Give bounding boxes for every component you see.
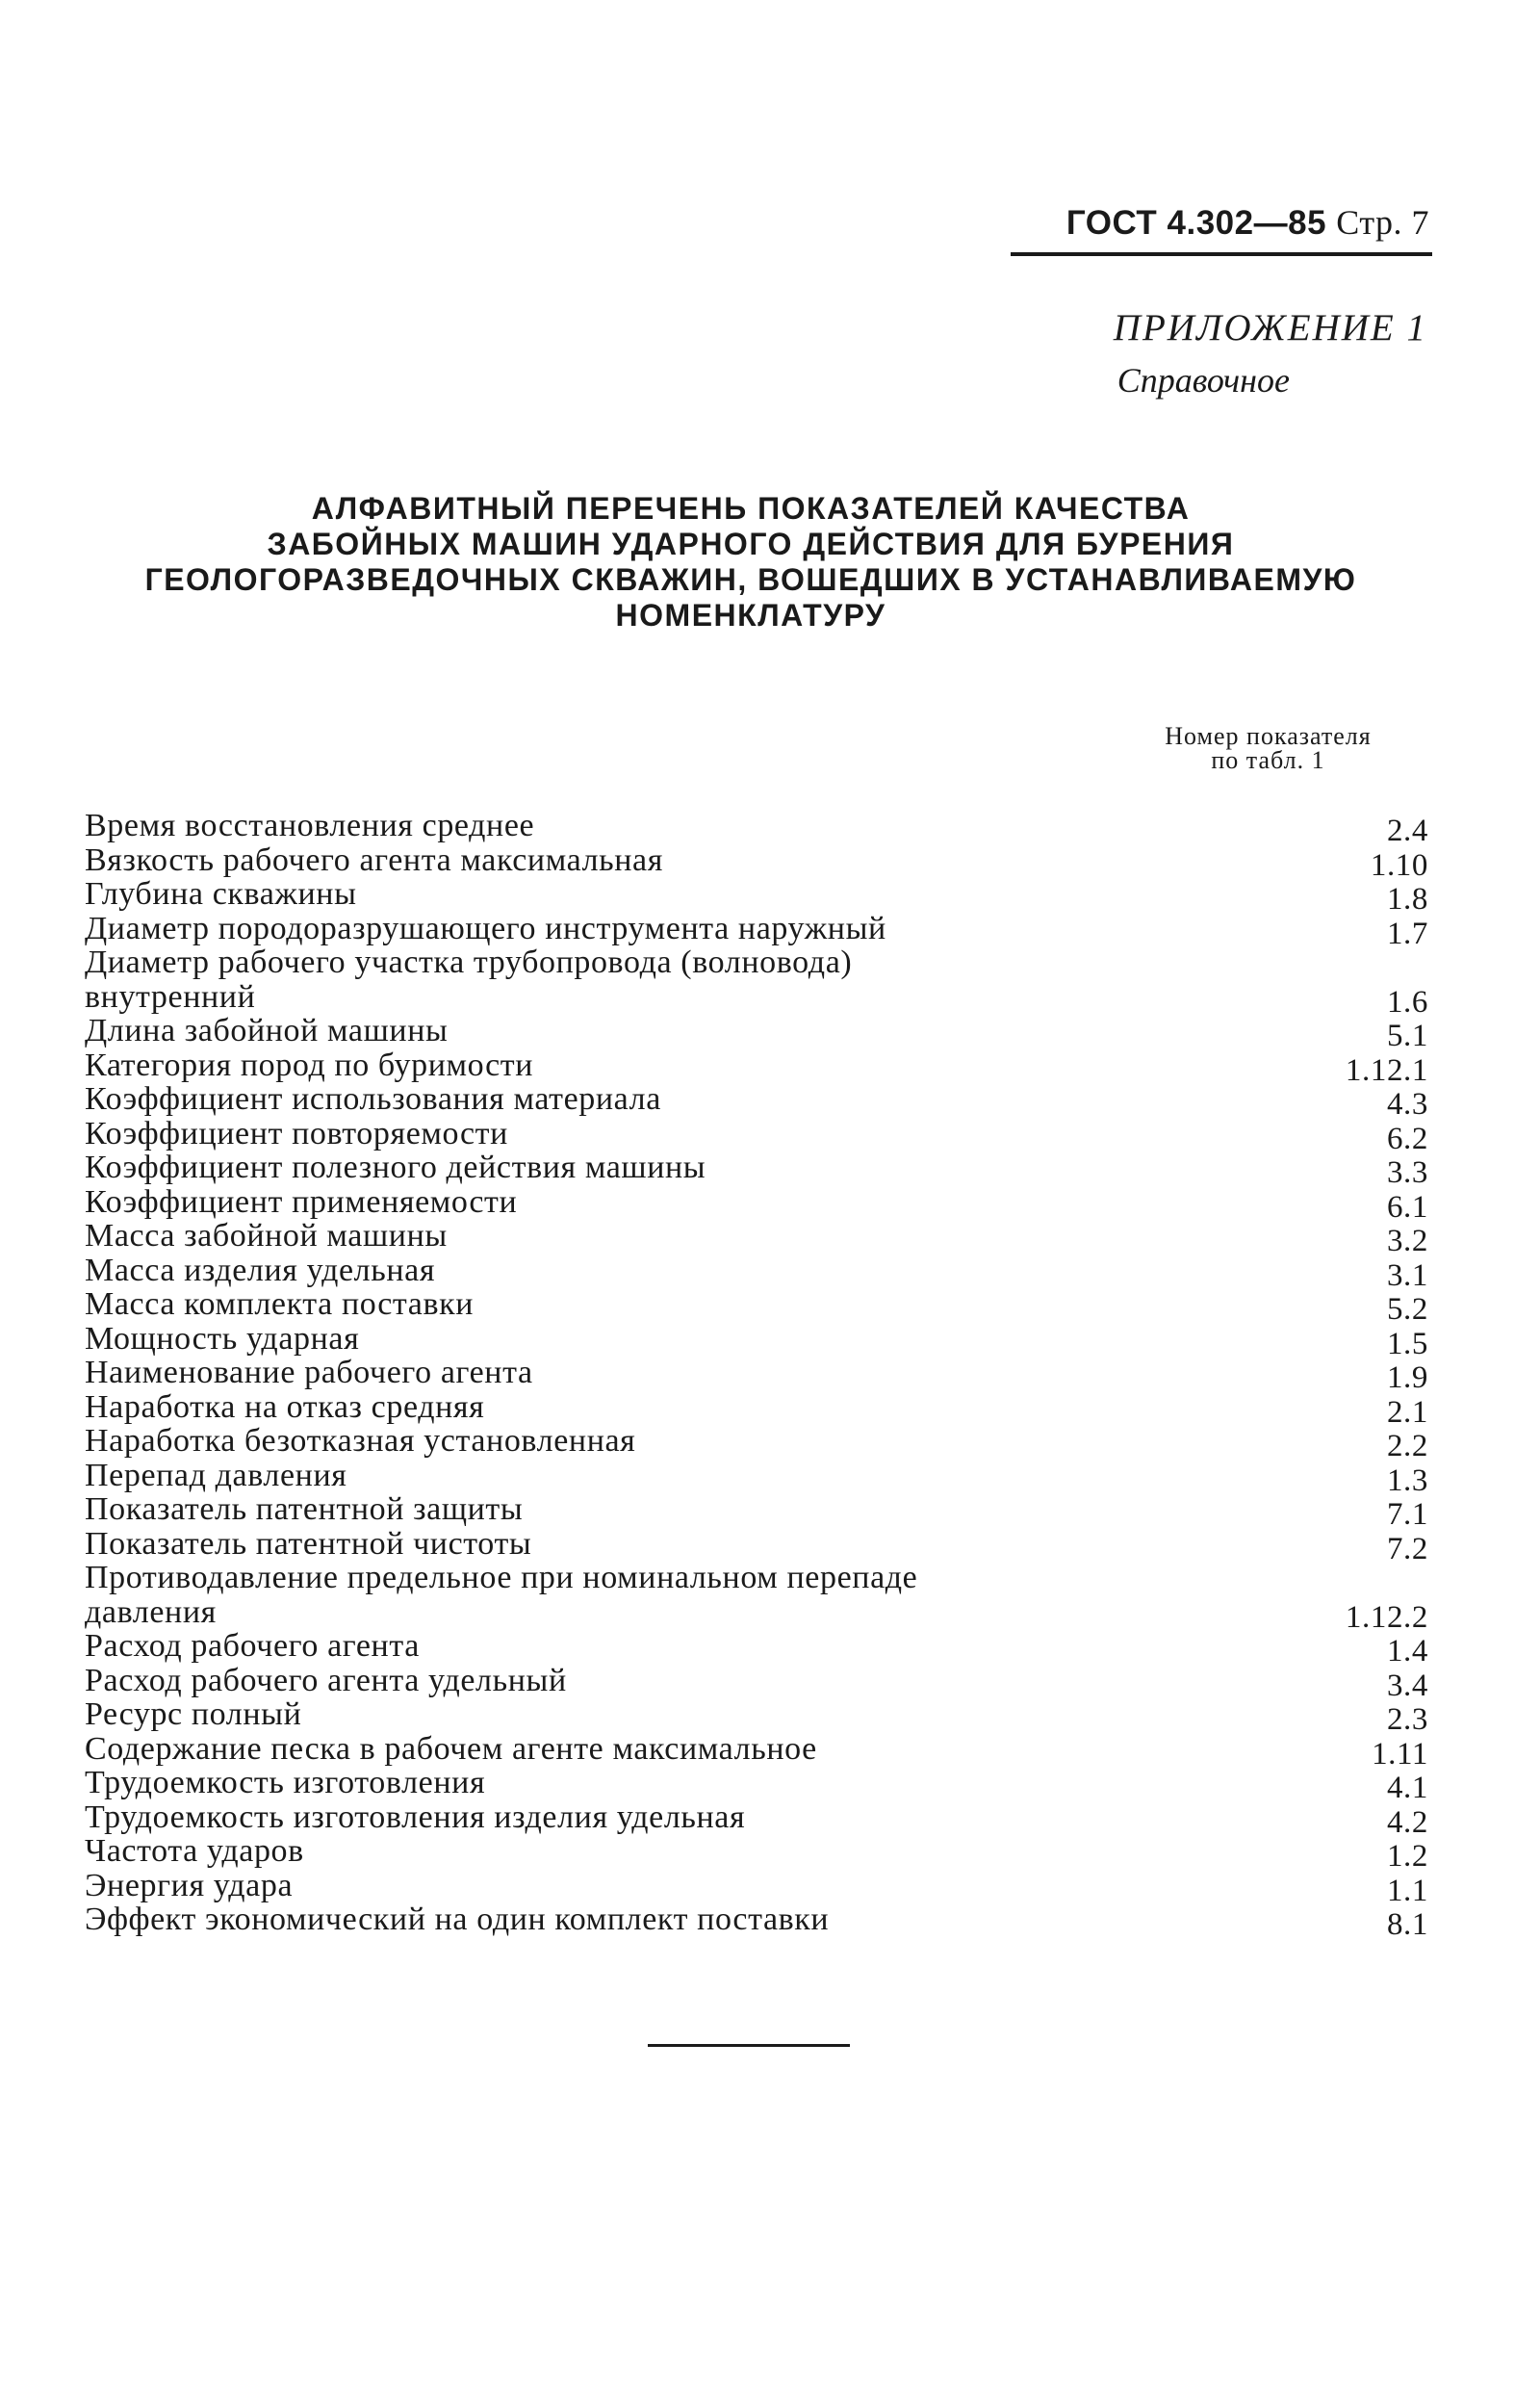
- index-entry: [85, 1867, 1428, 1908]
- indicator-name: Расход рабочего агента: [85, 1628, 420, 1664]
- column-header-line: Номер показателя: [1165, 722, 1372, 750]
- index-entry: [85, 1081, 1428, 1122]
- index-entry: [85, 1320, 1428, 1361]
- indicator-number: 4.2: [1386, 1804, 1428, 1840]
- indicator-name: Трудоемкость изготовления: [85, 1765, 486, 1800]
- indicator-name: Расход рабочего агента удельный: [85, 1662, 567, 1698]
- end-rule: [648, 2044, 850, 2047]
- indicator-name: Масса забойной машины: [85, 1218, 448, 1254]
- indicator-name: Коэффициент повторяемости: [85, 1115, 508, 1151]
- indicator-name: Показатель патентной чистоты: [85, 1525, 532, 1562]
- indicator-number: 2.4: [1386, 814, 1428, 848]
- standard-code: ГОСТ 4.302—85: [1065, 204, 1327, 242]
- indicator-name: Показатель патентной защиты: [85, 1491, 524, 1527]
- index-entry: [85, 841, 1428, 883]
- indicator-number: 6.2: [1386, 1121, 1428, 1156]
- document-title: [106, 491, 1396, 634]
- indicator-number: 1.4: [1386, 1634, 1428, 1669]
- page-number: Стр. 7: [1336, 203, 1429, 242]
- index-entry: [85, 1218, 1428, 1258]
- column-header-line: по табл. 1: [1211, 746, 1325, 774]
- indicator-name: Трудоемкость изготовления изделия удельная: [85, 1798, 746, 1835]
- indicator-name: Масса изделия удельная: [85, 1252, 436, 1288]
- number-column-header: [1107, 724, 1429, 772]
- indicator-number: 5.1: [1386, 1019, 1428, 1053]
- appendix-note: Справочное: [1116, 361, 1290, 400]
- index-entry: [85, 1560, 1428, 1635]
- indicator-name: Энергия удара: [85, 1867, 294, 1903]
- indicator-number: 2.3: [1386, 1702, 1428, 1737]
- indicator-number: 6.1: [1386, 1189, 1428, 1225]
- index-entry: [85, 1183, 1428, 1225]
- indicator-number: 3.3: [1386, 1155, 1428, 1190]
- indicator-number: 1.7: [1386, 916, 1428, 951]
- indicator-number: 8.1: [1386, 1907, 1428, 1942]
- index-entry: [85, 1388, 1428, 1430]
- indicator-name: Наработка на отказ средняя: [85, 1388, 485, 1425]
- indicator-name: Масса комплекта поставки: [85, 1286, 475, 1322]
- index-entry: [85, 1252, 1428, 1293]
- index-entry: [85, 1798, 1428, 1840]
- indicator-number: 1.2: [1386, 1839, 1428, 1874]
- indicator-name: Диаметр рабочего участка трубопровода (волновода) внутренний: [85, 944, 853, 1015]
- index-entry: [85, 1730, 1428, 1772]
- index-entry: [85, 876, 1428, 917]
- title-line: ГЕОЛОГОРАЗВЕДОЧНЫХ СКВАЖИН, ВОШЕДШИХ В УСТАНАВЛИВАЕМУЮ: [144, 562, 1357, 597]
- indicator-number: 1.1: [1386, 1873, 1428, 1908]
- title-line: НОМЕНКЛАТУРУ: [615, 598, 886, 633]
- indicator-name: Мощность ударная: [85, 1320, 360, 1357]
- indicator-number: 1.12.2: [1345, 1599, 1428, 1635]
- indicator-name: Коэффициент полезного действия машины: [85, 1150, 706, 1185]
- indicator-name: Время восстановления среднее: [85, 808, 535, 843]
- indicator-number: 1.12.1: [1345, 1052, 1428, 1088]
- indicator-name: Коэффициент применяемости: [85, 1183, 518, 1220]
- indicator-name: Коэффициент использования материала: [85, 1081, 661, 1117]
- indicator-name: Диаметр породоразрушающего инструмента наружный: [85, 910, 886, 946]
- header-rule: [1011, 252, 1432, 256]
- index-entry: [85, 1833, 1428, 1874]
- index-entry: [85, 808, 1428, 848]
- title-line: АЛФАВИТНЫЙ ПЕРЕЧЕНЬ ПОКАЗАТЕЛЕЙ КАЧЕСТВА: [311, 491, 1191, 526]
- indicator-index-list: [85, 808, 1428, 1942]
- indicator-number: 3.1: [1386, 1257, 1428, 1293]
- index-entry: [85, 910, 1428, 951]
- index-entry: [85, 1013, 1428, 1053]
- indicator-name: Вязкость рабочего агента максимальная: [85, 841, 663, 878]
- indicator-number: 1.5: [1386, 1326, 1428, 1361]
- index-entry: [85, 1765, 1428, 1805]
- index-entry: [85, 1115, 1428, 1156]
- indicator-number: 7.1: [1386, 1497, 1428, 1532]
- indicator-name: Содержание песка в рабочем агенте максимальное: [85, 1730, 817, 1767]
- indicator-name: Перепад давления: [85, 1457, 347, 1493]
- index-entry: [85, 1355, 1428, 1395]
- indicator-number: 3.4: [1386, 1668, 1428, 1703]
- indicator-number: 1.9: [1386, 1360, 1428, 1395]
- indicator-name: Эффект экономический на один комплект поставки: [85, 1902, 830, 1937]
- index-entry: [85, 1286, 1428, 1327]
- indicator-name: Наработка безотказная установленная: [85, 1423, 636, 1459]
- indicator-number: 2.2: [1386, 1429, 1428, 1463]
- index-entry: [85, 1902, 1428, 1942]
- indicator-number: 7.2: [1386, 1531, 1428, 1566]
- title-line: ЗАБОЙНЫХ МАШИН УДАРНОГО ДЕЙСТВИЯ ДЛЯ БУРЕНИЯ: [267, 527, 1235, 561]
- indicator-number: 4.1: [1386, 1771, 1428, 1805]
- indicator-name: Глубина скважины: [85, 876, 357, 912]
- index-entry: [85, 1628, 1428, 1669]
- indicator-name: Противодавление предельное при номинальном перепаде давления: [85, 1560, 918, 1630]
- indicator-number: 4.3: [1386, 1087, 1428, 1122]
- index-entry: [85, 1696, 1428, 1737]
- indicator-name: Длина забойной машины: [85, 1013, 449, 1048]
- indicator-name: Наименование рабочего агента: [85, 1355, 533, 1390]
- index-entry: [85, 1150, 1428, 1190]
- indicator-number: 3.2: [1386, 1224, 1428, 1258]
- indicator-name: Частота ударов: [85, 1833, 304, 1869]
- index-entry: [85, 1423, 1428, 1463]
- running-header: [1011, 202, 1429, 243]
- indicator-name: Категория пород по буримости: [85, 1047, 534, 1083]
- index-entry: [85, 1491, 1428, 1532]
- index-entry: [85, 1525, 1428, 1566]
- indicator-name: Ресурс полный: [85, 1696, 302, 1732]
- indicator-number: 1.6: [1386, 984, 1428, 1020]
- indicator-number: 1.10: [1370, 847, 1428, 883]
- appendix-label: ПРИЛОЖЕНИЕ 1: [1113, 307, 1427, 349]
- index-entry: [85, 1047, 1428, 1088]
- index-entry: [85, 944, 1428, 1020]
- indicator-number: 2.1: [1386, 1394, 1428, 1430]
- indicator-number: 1.11: [1372, 1736, 1428, 1772]
- index-entry: [85, 1457, 1428, 1498]
- indicator-number: 1.8: [1386, 882, 1428, 917]
- index-entry: [85, 1662, 1428, 1703]
- indicator-number: 5.2: [1386, 1292, 1428, 1327]
- indicator-number: 1.3: [1386, 1462, 1428, 1498]
